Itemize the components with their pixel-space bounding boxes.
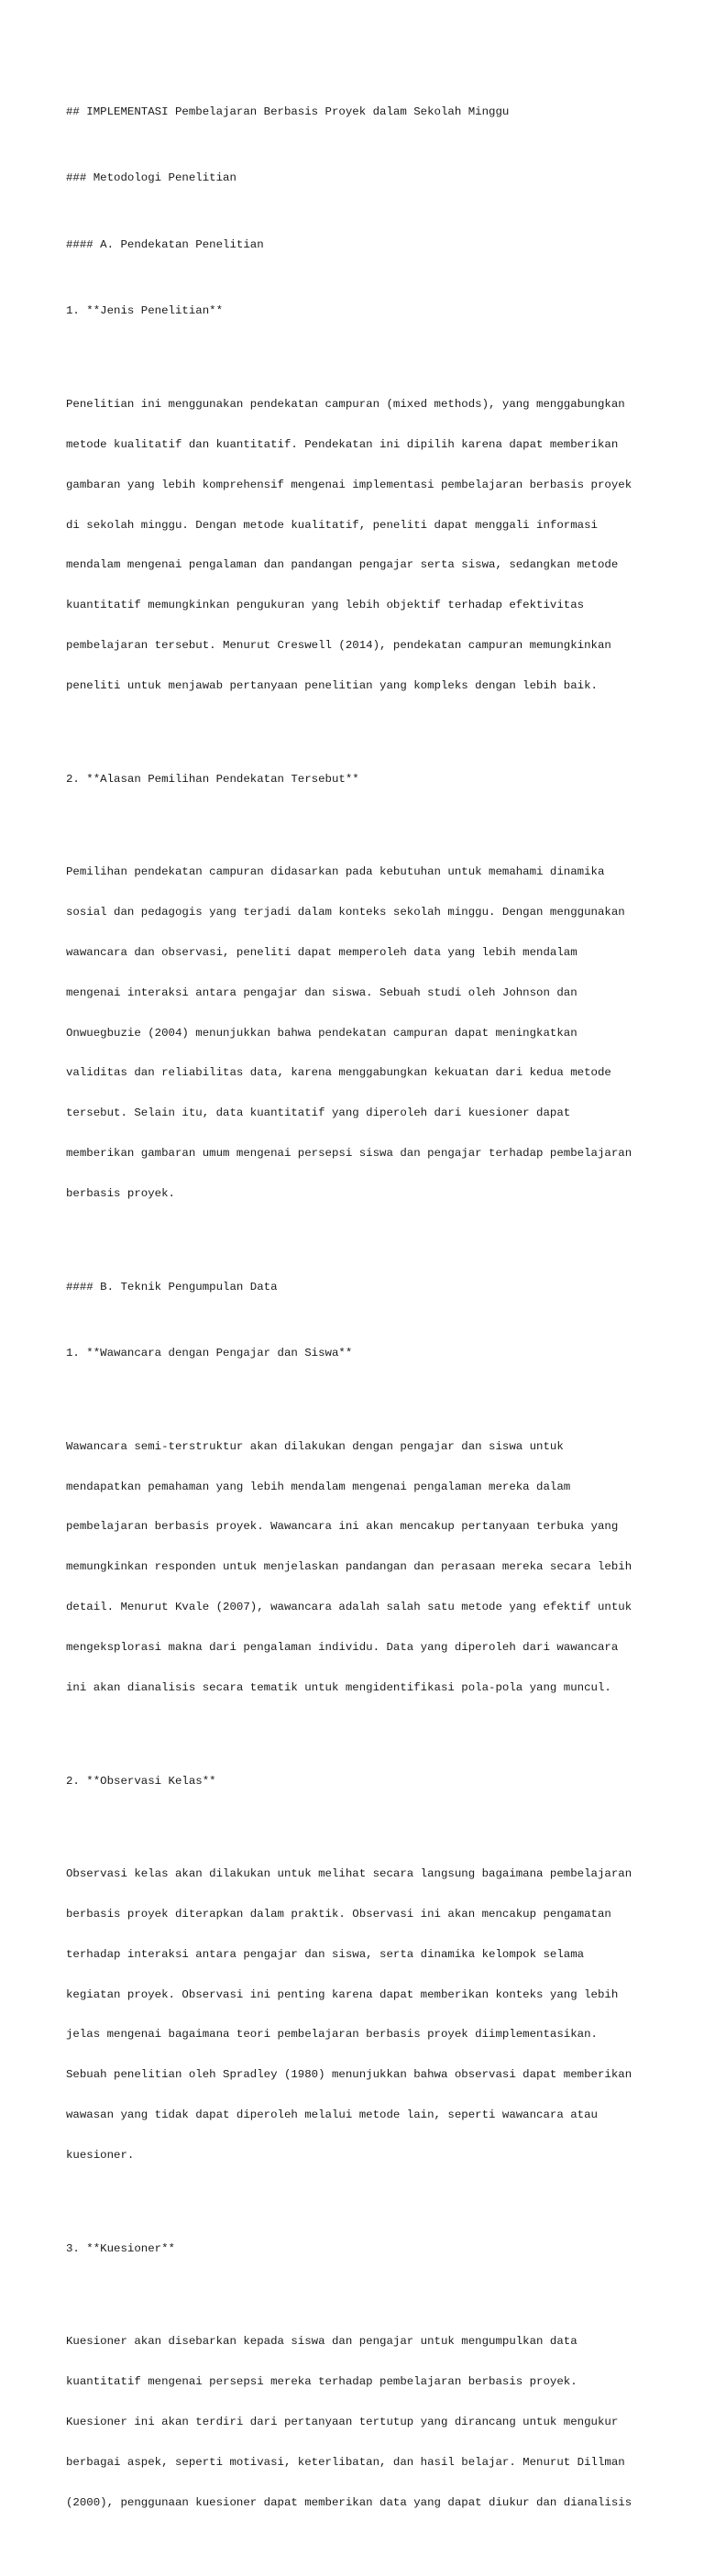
text-line: mengenai interaksi antara pengajar dan siswa. Sebuah studi oleh Johnson dan <box>66 985 578 999</box>
text-line: ini akan dianalisis secara tematik untuk mengidentifikasi pola-pola yang muncul. <box>66 1680 611 1694</box>
item-heading-alasan-pemilihan: 2. **Alasan Pemilihan Pendekatan Tersebut** <box>66 772 359 786</box>
text-line: jelas mengenai bagaimana teori pembelajaran berbasis proyek diimplementasikan. <box>66 2028 598 2042</box>
text-line: pembelajaran tersebut. Menurut Creswell (2014), pendekatan campuran memungkinkan <box>66 638 611 652</box>
text-line: kuesioner. <box>66 2148 135 2162</box>
text-line: di sekolah minggu. Dengan metode kualitatif, peneliti dapat menggali informasi <box>66 518 598 532</box>
subsection-heading-b: #### B. Teknik Pengumpulan Data <box>66 1280 278 1294</box>
item-heading-jenis-penelitian: 1. **Jenis Penelitian** <box>66 304 224 318</box>
text-line: Wawancara semi-terstruktur akan dilakukan dengan pengajar dan siswa untuk <box>66 1439 564 1453</box>
item-heading-wawancara: 1. **Wawancara dengan Pengajar dan Siswa** <box>66 1347 353 1360</box>
item-heading-kuesioner: 3. **Kuesioner** <box>66 2241 175 2255</box>
text-line: memungkinkan responden untuk menjelaskan pandangan dan perasaan mereka secara lebih <box>66 1560 632 1574</box>
text-line: gambaran yang lebih komprehensif mengenai implementasi pembelajaran berbasis proyek <box>66 478 632 491</box>
text-line: mendapatkan pemahaman yang lebih mendalam mengenai pengalaman mereka dalam <box>66 1480 571 1493</box>
text-line: sosial dan pedagogis yang terjadi dalam konteks sekolah minggu. Dengan menggunakan <box>66 906 625 919</box>
document-body <box>66 65 653 2576</box>
text-line: kuantitatif memungkinkan pengukuran yang lebih objektif terhadap efektivitas <box>66 599 585 612</box>
text-line: kegiatan proyek. Observasi ini penting karena dapat memberikan konteks yang lebih <box>66 1987 619 2001</box>
text-line: wawancara dan observasi, peneliti dapat memperoleh data yang lebih mendalam <box>66 945 578 959</box>
text-line: mendalam mengenai pengalaman dan pandangan pengajar serta siswa, sedangkan metode <box>66 558 619 572</box>
text-line: Kuesioner akan disebarkan kepada siswa dan pengajar untuk mengumpulkan data <box>66 2335 578 2349</box>
text-line: validitas dan reliabilitas data, karena menggabungkan kekuatan dari kedua metode <box>66 1066 611 1080</box>
text-line: berbagai aspek, seperti motivasi, keterlibatan, dan hasil belajar. Menurut Dillman <box>66 2455 625 2469</box>
text-line: wawasan yang tidak dapat diperoleh melalui metode lain, seperti wawancara atau <box>66 2108 598 2121</box>
text-line: Penelitian ini menggunakan pendekatan campuran (mixed methods), yang menggabungkan <box>66 398 625 412</box>
text-line: metode kualitatif dan kuantitatif. Pendekatan ini dipilih karena dapat memberikan <box>66 438 619 451</box>
paragraph-kuesioner <box>66 2308 653 2536</box>
text-line: tersebut. Selain itu, data kuantitatif yang diperoleh dari kuesioner dapat <box>66 1106 571 1120</box>
text-line: terhadap interaksi antara pengajar dan siswa, serta dinamika kelompok selama <box>66 1947 585 1961</box>
text-line: detail. Menurut Kvale (2007), wawancara adalah salah satu metode yang efektif untuk <box>66 1601 632 1614</box>
text-line: Observasi kelas akan dilakukan untuk melihat secara langsung bagaimana pembelajaran <box>66 1867 632 1881</box>
section-heading-metodologi: ### Metodologi Penelitian <box>66 171 236 185</box>
text-line: peneliti untuk menjawab pertanyaan penelitian yang kompleks dengan lebih baik. <box>66 678 598 692</box>
text-line: Kuesioner ini akan terdiri dari pertanyaan tertutup yang dirancang untuk mengukur <box>66 2416 619 2429</box>
text-line: kuantitatif mengenai persepsi mereka terhadap pembelajaran berbasis proyek. <box>66 2375 578 2389</box>
paragraph-wawancara <box>66 1414 653 1722</box>
paragraph-observasi-kelas <box>66 1841 653 2188</box>
text-line: pembelajaran berbasis proyek. Wawancara ini akan mencakup pertanyaan terbuka yang <box>66 1520 619 1534</box>
text-line: mengeksplorasi makna dari pengalaman individu. Data yang diperoleh dari wawancara <box>66 1640 619 1654</box>
subsection-heading-a: #### A. Pendekatan Penelitian <box>66 237 264 251</box>
paragraph-alasan-pemilihan <box>66 839 653 1227</box>
paragraph-jenis-penelitian <box>66 371 653 719</box>
text-line: Pemilihan pendekatan campuran didasarkan pada kebutuhan untuk memahami dinamika <box>66 865 605 879</box>
text-line: berbasis proyek. <box>66 1186 175 1200</box>
item-heading-observasi-kelas: 2. **Observasi Kelas** <box>66 1774 216 1788</box>
document-title: ## IMPLEMENTASI Pembelajaran Berbasis Proyek dalam Sekolah Minggu <box>66 105 510 118</box>
text-line: memberikan gambaran umum mengenai persepsi siswa dan pengajar terhadap pembelajaran <box>66 1146 632 1160</box>
text-line: Sebuah penelitian oleh Spradley (1980) menunjukkan bahwa observasi dapat memberikan <box>66 2068 632 2082</box>
text-line: berbasis proyek diterapkan dalam praktik. Observasi ini akan mencakup pengamatan <box>66 1908 611 1921</box>
text-line: Onwuegbuzie (2004) menunjukkan bahwa pendekatan campuran dapat meningkatkan <box>66 1026 578 1040</box>
text-line: (2000), penggunaan kuesioner dapat memberikan data yang dapat diukur dan dianalisis <box>66 2495 632 2509</box>
